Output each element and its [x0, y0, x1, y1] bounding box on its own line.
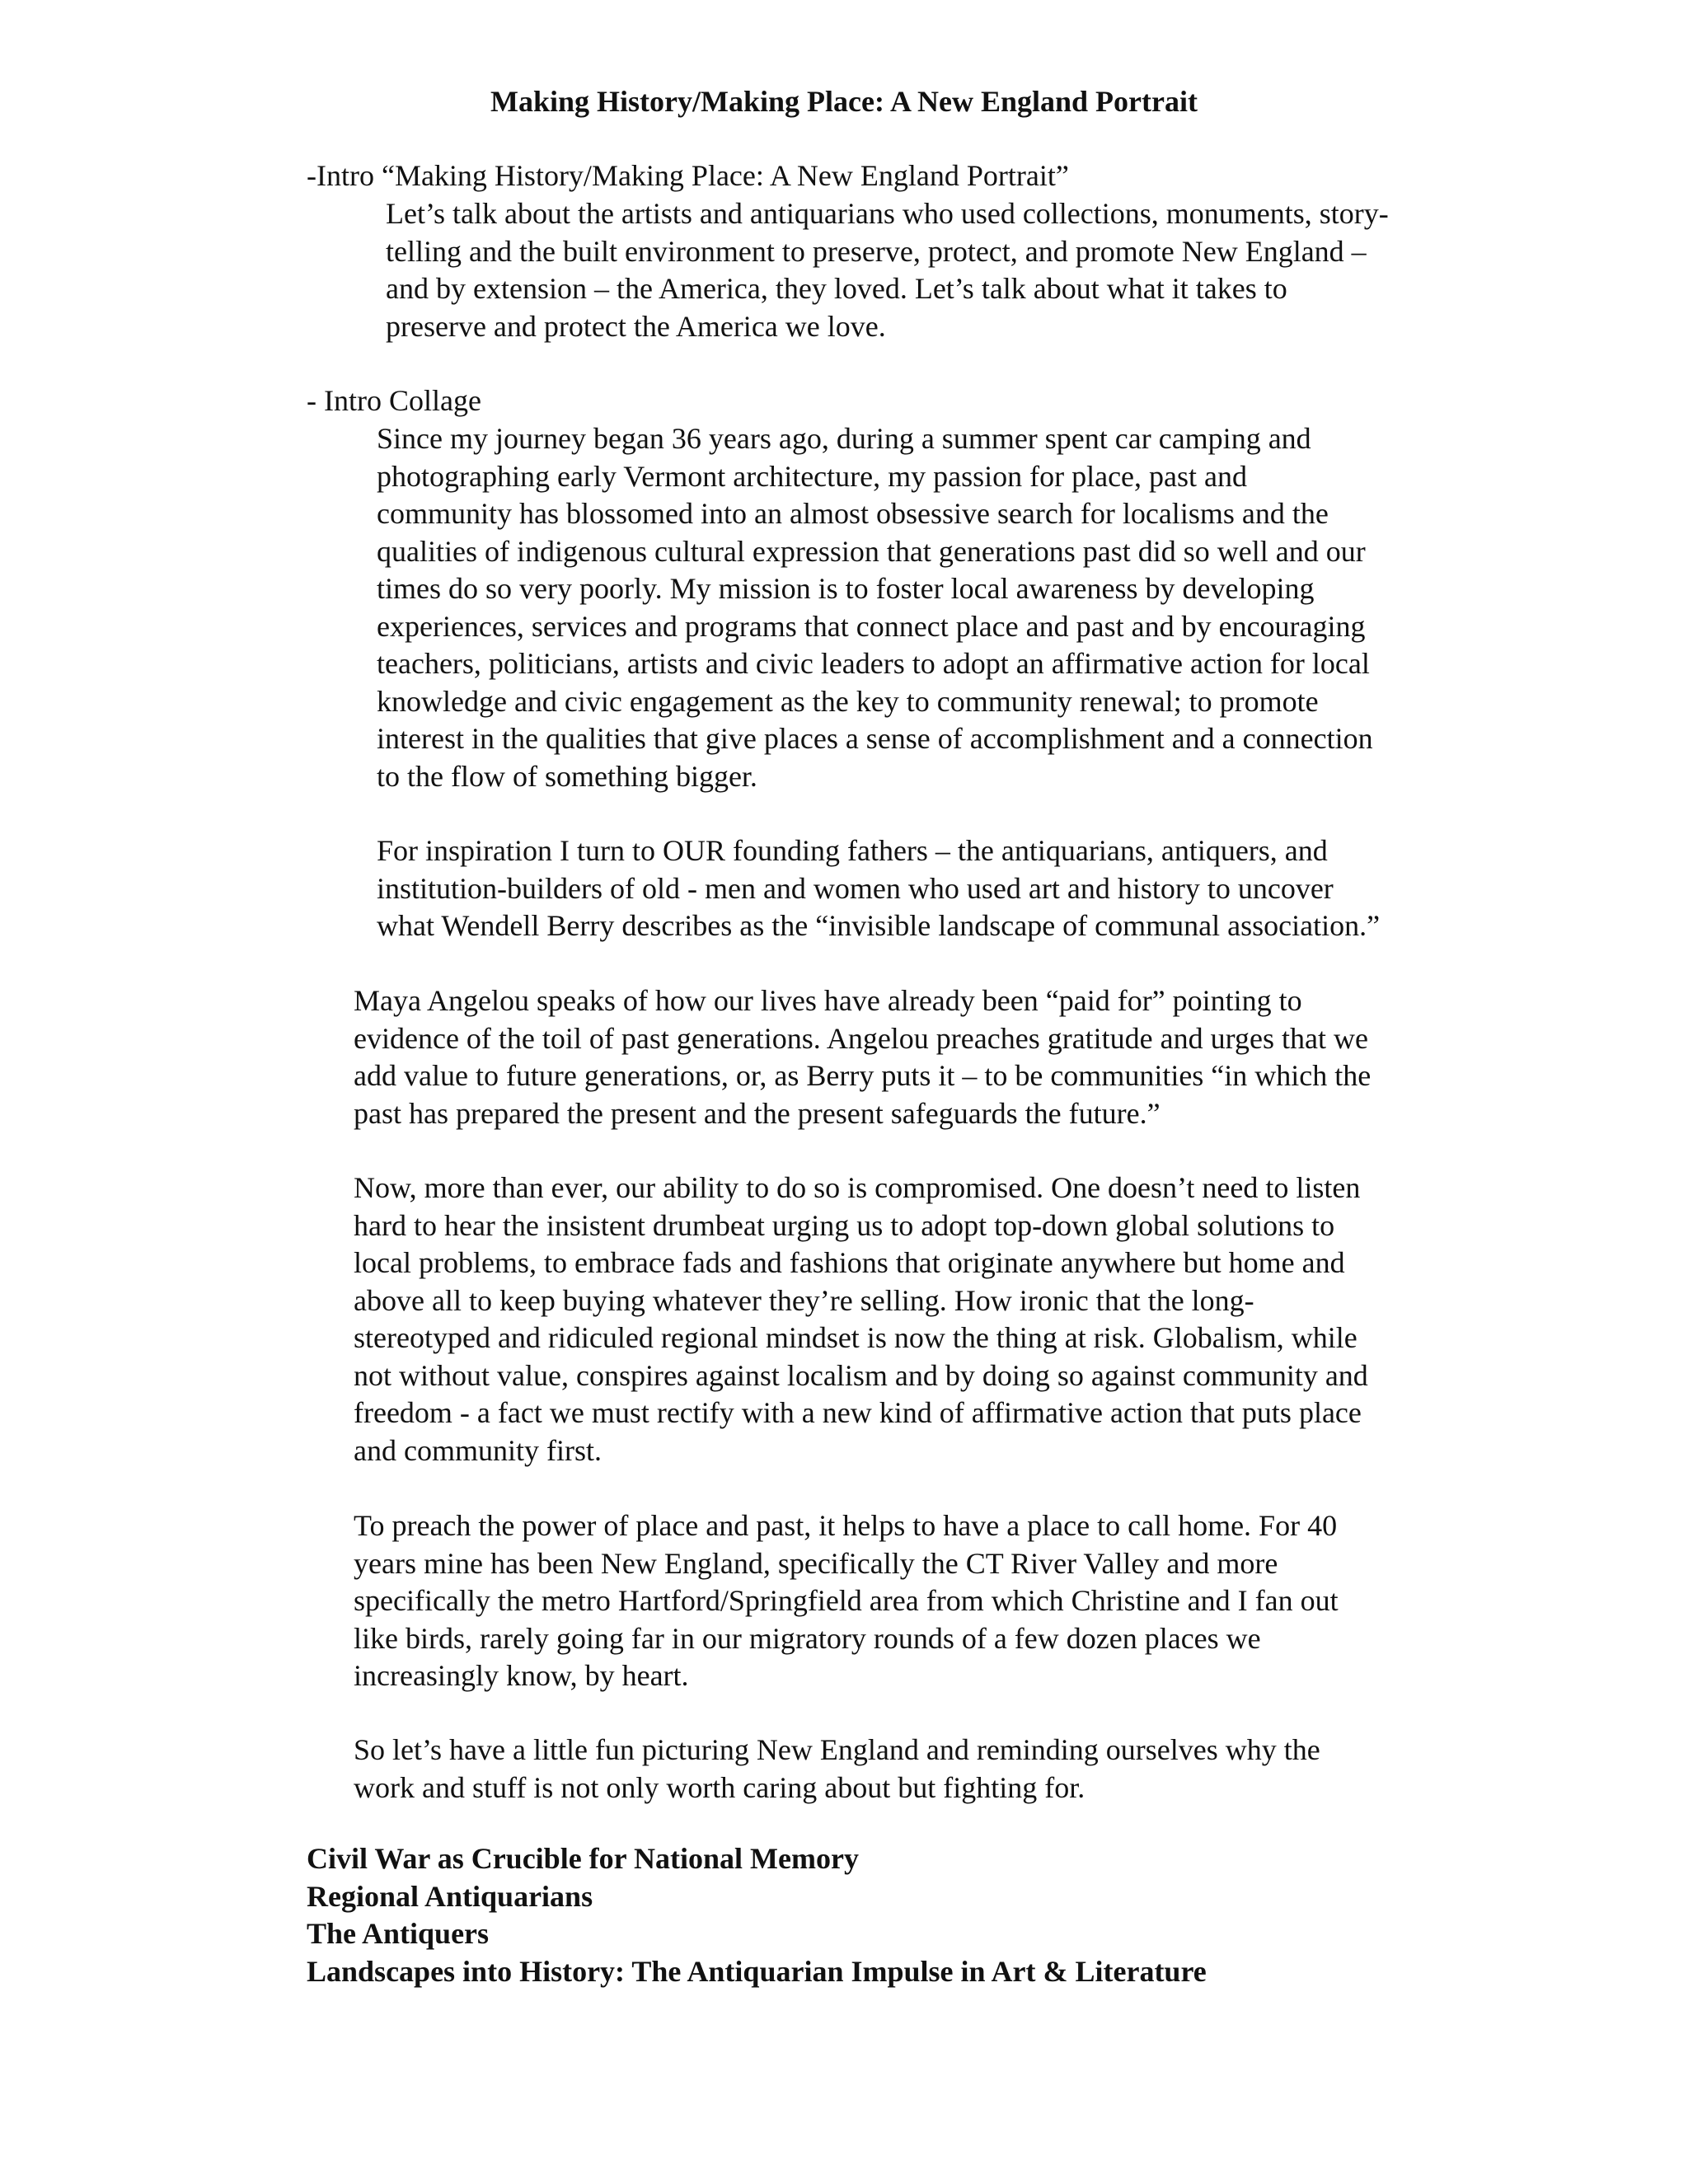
section-headings-list [307, 1840, 1207, 1990]
document-title: Making History/Making Place: A New England Portrait [490, 85, 1198, 118]
intro-label: -Intro “Making History/Making Place: A New England Portrait” [307, 159, 1069, 192]
intro-paragraph: Let’s talk about the artists and antiquarians who used collections, monuments, story- telling and the built environment to preserve, protect, and promote New England – and by extension – the America, they loved. Let’s talk about what it takes to preserve and protect the America we love. [386, 197, 1389, 343]
section-heading: The Antiquers [307, 1917, 490, 1950]
intro-collage-label: - Intro Collage [307, 384, 481, 417]
section-heading: Landscapes into History: The Antiquarian Impulse in Art & Literature [307, 1954, 1207, 1988]
paragraph-place-home: To preach the power of place and past, it helps to have a place to call home. For 40 years mine has been New England, specifically the CT River Valley and more specifically the metro Hartford/Springfield area from which Christine and I fan out like birds, rarely going far in our migratory rounds of a few dozen places we increasingly know, by heart. [354, 1509, 1339, 1692]
collage-paragraph-inspiration: For inspiration I turn to OUR founding fathers – the antiquarians, antiquers, and institution-builders of old - men and women who used art and history to uncover what Wendell Berry describes as the “invisible landscape of communal association.” [377, 834, 1381, 942]
paragraph-closing: So let’s have a little fun picturing New England and reminding ourselves why the work and stuff is not only worth caring about but fighting for. [354, 1733, 1320, 1804]
collage-paragraph-journey: Since my journey began 36 years ago, during a summer spent car camping and photographing early Vermont architecture, my passion for place, past and community has blossomed into an almost obsessive search for localisms and the qualities of indigenous cultural expression that generations past did so well and our times do so very poorly. My mission is to foster local awareness by developing experiences, services and programs that connect place and past and by encouraging teachers, politicians, artists and civic leaders to adopt an affirmative action for local knowledge and civic engagement as the key to community renewal; to promote interest in the qualities that give places a sense of accomplishment and a connection to the flow of something bigger. [377, 422, 1373, 793]
section-heading: Regional Antiquarians [307, 1879, 593, 1913]
paragraph-angelou: Maya Angelou speaks of how our lives have already been “paid for” pointing to evidence of the toil of past generations. Angelou preaches gratitude and urges that we add value to future generations, or, as Berry puts it – to be communities “in which the past has prepared the present and the present safeguards the future.” [354, 984, 1372, 1130]
section-heading: Civil War as Crucible for National Memory [307, 1842, 859, 1875]
paragraph-globalism: Now, more than ever, our ability to do so is compromised. One doesn’t need to listen hard to hear the insistent drumbeat urging us to adopt top-down global solutions to local problems, to embrace fads and fashions that originate anywhere but home and above all to keep buying whatever they’re selling. How ironic that the long- stereotyped and ridiculed regional mindset is now the thing at risk. Globalism, while not without value, conspires against localism and by doing so against community and freedom - a fact we must rectify with a new kind of affirmative action that puts place and community first. [354, 1171, 1368, 1467]
